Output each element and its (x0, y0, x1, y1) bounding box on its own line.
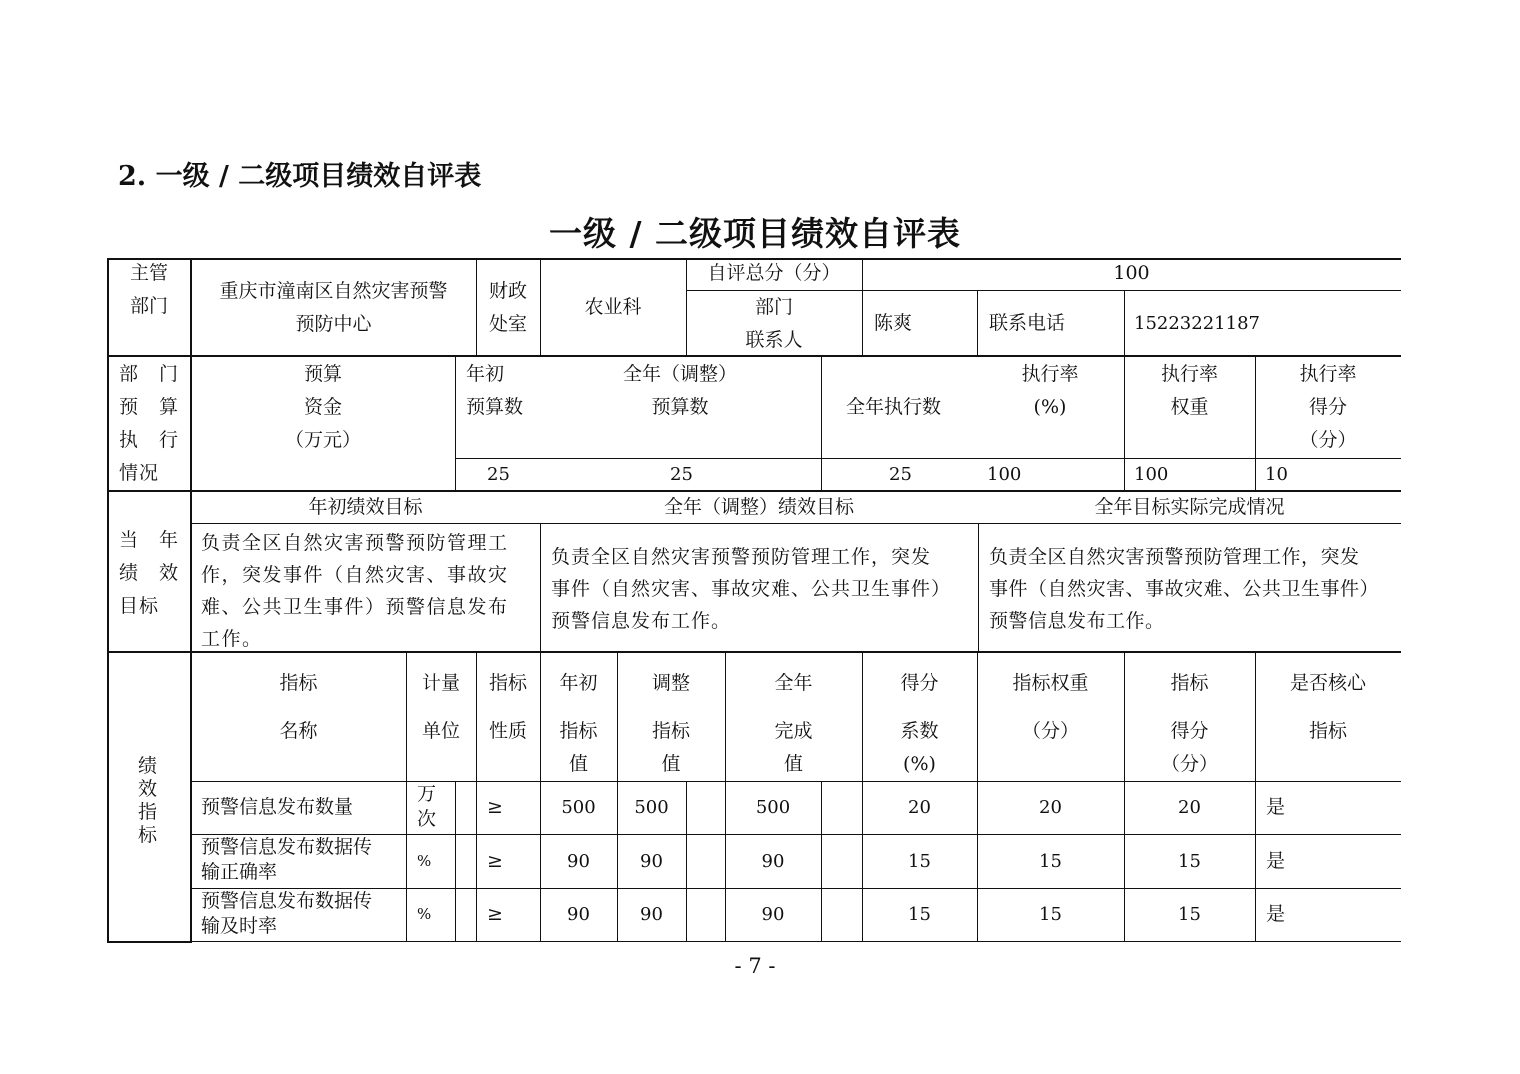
dept-name: 预防中心 (295, 313, 372, 335)
rate-score-label: 执行率 (1299, 363, 1357, 385)
indicator-header-complete: 完成 (774, 720, 813, 742)
budget-section-label: 部 门 (119, 363, 180, 385)
weight-label: 权重 (1170, 396, 1209, 418)
indicator-core: 是 (1266, 849, 1286, 872)
adjusted-budget-label: 预算数 (651, 396, 709, 418)
budget-section-label: 预 算 (119, 396, 180, 418)
goal-col-adjusted: 全年（调整）绩效目标 (663, 496, 854, 518)
indicator-weight: 15 (1039, 850, 1062, 872)
funds-label: 预算 (303, 363, 342, 385)
table-rule (107, 941, 191, 943)
rate-label: 执行率 (1021, 363, 1079, 385)
indicator-header-score: 得分 (1170, 720, 1209, 742)
indicator-name: 预警信息发布数据传 (201, 890, 373, 912)
indicator-coef: 15 (908, 850, 931, 872)
finance-office: 农业科 (584, 296, 642, 318)
indicator-score: 20 (1178, 797, 1201, 818)
indicator-adjust: 500 (634, 797, 669, 818)
indicator-header-unit: 单位 (421, 720, 460, 742)
budget-section-label: 执 行 (119, 429, 180, 451)
phone-label: 联系电话 (989, 312, 1066, 334)
rate-score-label: （分） (1299, 429, 1357, 451)
indicator-unit: 次 (417, 808, 437, 830)
indicator-name: 预警信息发布数量 (201, 796, 354, 818)
indicator-header-coef: 得分 (900, 672, 939, 694)
phone-value: 15223221187 (1134, 313, 1260, 334)
section-heading: 2. 一级 / 二级项目绩效自评表 (118, 161, 482, 192)
contact-label: 部门 (754, 296, 793, 318)
table-rule (686, 781, 687, 941)
indicator-header-initial: 值 (568, 753, 588, 775)
table-rule (191, 888, 1401, 889)
indicator-header-core: 是否核心 (1289, 672, 1366, 694)
goal-actual-text: 负责全区自然灾害预警预防管理工作，突发 (989, 546, 1360, 568)
dept-label: 主管 (129, 262, 168, 284)
indicator-unit: 万 (417, 783, 437, 805)
goal-actual-text: 事件（自然灾害、事故灾难、公共卫生事件） (989, 578, 1380, 600)
indicator-nature: ≥ (487, 849, 503, 872)
indicator-header-weight: 指标权重 (1012, 672, 1089, 694)
table-rule (821, 781, 822, 941)
indicator-header-score: 指标 (1170, 672, 1209, 694)
indicator-header-complete: 全年 (774, 672, 813, 694)
budget-section-label: 情况 (119, 462, 160, 484)
indicator-complete: 90 (761, 850, 785, 872)
table-rule (455, 458, 1401, 459)
indicator-core: 是 (1266, 903, 1286, 925)
indicators-section-label: 标 (138, 824, 158, 846)
goals-section-label: 绩 效 (119, 562, 180, 584)
table-rule (191, 941, 1401, 942)
indicator-initial: 500 (561, 797, 596, 818)
dept-label: 部门 (129, 295, 168, 317)
rate-score-value: 10 (1265, 464, 1288, 485)
indicator-unit: % (417, 905, 432, 923)
adjusted-budget-label: 全年（调整） (622, 363, 737, 385)
goal-initial-text: 难、公共卫生事件）预警信息发布 (201, 596, 509, 618)
score-value: 100 (1113, 262, 1150, 284)
dept-name: 重庆市潼南区自然灾害预警 (219, 280, 448, 302)
indicator-header-score: （分） (1160, 753, 1218, 775)
finance-label: 财政 (488, 280, 527, 302)
indicator-header-name: 指标 (279, 672, 318, 694)
weight-label: 执行率 (1160, 363, 1218, 385)
funds-label: 资金 (303, 396, 342, 418)
indicator-header-nature: 性质 (488, 720, 527, 742)
adjusted-budget-value: 25 (670, 464, 693, 485)
goal-actual-text: 预警信息发布工作。 (989, 610, 1165, 632)
goal-adjusted-text: 预警信息发布工作。 (551, 610, 732, 632)
indicator-header-initial: 指标 (559, 720, 598, 742)
goal-initial-text: 作，突发事件（自然灾害、事故灾 (201, 564, 509, 586)
indicator-weight: 15 (1039, 904, 1062, 925)
goal-col-initial: 年初绩效目标 (308, 496, 423, 518)
goal-adjusted-text: 事件（自然灾害、事故灾难、公共卫生事件） (551, 578, 952, 600)
indicator-initial: 90 (567, 904, 590, 925)
weight-value: 100 (1134, 464, 1169, 485)
indicator-score: 15 (1178, 850, 1201, 872)
indicator-header-complete: 值 (783, 753, 803, 775)
funds-label: （万元） (284, 429, 361, 451)
table-rule (977, 290, 978, 355)
initial-budget-label: 预算数 (466, 396, 524, 418)
indicator-header-adjust: 调整 (651, 672, 690, 694)
goal-col-actual: 全年目标实际完成情况 (1094, 496, 1285, 518)
rate-label: (%) (1033, 396, 1067, 418)
indicator-coef: 20 (908, 797, 931, 818)
indicator-adjust: 90 (640, 850, 663, 872)
table-title: 一级 / 二级项目绩效自评表 (548, 214, 962, 253)
finance-label: 处室 (488, 313, 527, 335)
indicator-initial: 90 (567, 850, 590, 872)
table-rule (821, 355, 822, 490)
indicator-header-initial: 年初 (559, 672, 598, 694)
goal-initial-text: 工作。 (201, 628, 263, 650)
indicator-name: 预警信息发布数据传 (201, 836, 373, 858)
indicator-header-coef: 系数 (900, 720, 939, 742)
indicator-complete: 90 (761, 904, 785, 925)
initial-budget-label: 年初 (466, 363, 505, 385)
indicator-core: 是 (1266, 796, 1286, 818)
table-rule (455, 781, 456, 941)
rate-score-label: 得分 (1308, 396, 1347, 418)
indicator-adjust: 90 (640, 904, 663, 925)
indicator-nature: ≥ (487, 903, 503, 925)
initial-budget-value: 25 (487, 464, 510, 485)
indicators-section-label: 绩 (138, 755, 158, 777)
table-rule (107, 651, 1401, 653)
indicator-header-core: 指标 (1308, 720, 1347, 742)
page-number: - 7 - (734, 954, 776, 978)
indicator-nature: ≥ (487, 796, 503, 818)
indicator-name: 输及时率 (201, 915, 278, 937)
table-rule (455, 355, 456, 490)
indicator-name: 输正确率 (201, 861, 278, 883)
goal-initial-text: 负责全区自然灾害预警预防管理工 (201, 532, 509, 554)
table-rule (107, 258, 109, 943)
goal-adjusted-text: 负责全区自然灾害预警预防管理工作，突发 (551, 546, 932, 568)
table-rule (540, 523, 541, 651)
indicator-header-unit: 计量 (421, 672, 460, 694)
indicator-coef: 15 (908, 904, 931, 925)
indicator-weight: 20 (1039, 797, 1062, 818)
table-rule (191, 781, 1401, 782)
table-rule (191, 834, 1401, 835)
indicator-header-weight: （分） (1021, 720, 1079, 742)
rate-value: 100 (987, 464, 1022, 485)
indicator-header-name: 名称 (279, 720, 318, 742)
indicator-unit: % (417, 851, 432, 870)
indicators-section-label: 指 (138, 801, 158, 823)
table-rule (1124, 290, 1125, 355)
indicator-header-adjust: 值 (661, 753, 681, 775)
score-label: 自评总分（分） (707, 262, 841, 284)
contact-label: 联系人 (745, 329, 803, 351)
indicator-header-adjust: 指标 (651, 720, 690, 742)
indicators-section-label: 效 (138, 778, 158, 800)
executed-label: 全年执行数 (846, 396, 942, 418)
goals-section-label: 目标 (119, 595, 160, 617)
contact-name: 陈爽 (874, 312, 913, 334)
indicator-header-nature: 指标 (488, 672, 527, 694)
indicator-score: 15 (1178, 904, 1201, 925)
table-rule (978, 523, 979, 651)
indicator-complete: 500 (755, 797, 791, 818)
executed-value: 25 (889, 464, 912, 485)
indicator-header-coef: (%) (903, 753, 936, 775)
goals-section-label: 当 年 (119, 529, 180, 551)
